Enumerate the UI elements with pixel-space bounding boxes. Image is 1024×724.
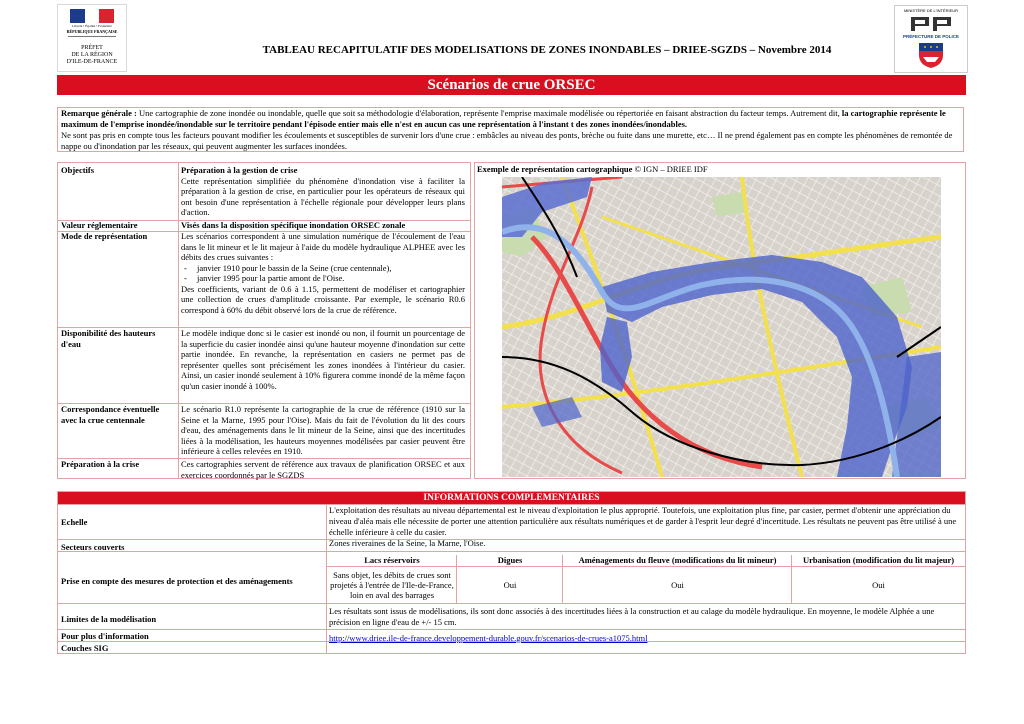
table-row: Préparation à la crise Ces cartographies servent de référence aux travaux de planification ORSEC et aux exercices coordonnés par le SGZDS (61, 459, 465, 480)
table-row: Limites de la modélisation Les résultats sont issus de modélisations, ils sont donc associés à des incertitudes liées à la construction et au calage du modèle hydraulique. En moyenne, le modèle Alphée a une précision en ligne d'eau de +/- 15 cm. (58, 603, 965, 630)
table-row: Correspondance éventuelle avec la crue centennale Le scénario R1.0 représente la cartographie de la crue de référence (1910 sur la Seine et la Marne, 1995 pour l'Oise). Mais du fait de l'évolution du lit des cours d'eau, des aménagements dans le lit mineur de la Seine, ainsi que des incertitudes liées à la modélisation, les hauteurs moyennes modélisées par casier peuvent être inférieure à celles relevées en 1910. (58, 403, 470, 459)
prefecture-police-logo (894, 5, 968, 73)
more-info-link[interactable]: http://www.driee.ile-de-france.developpement-durable.gouv.fr/scenarios-de-crues-a1075.html (329, 633, 648, 643)
description-table (57, 162, 471, 479)
table-row: Objectifs Préparation à la gestion de crise Cette représentation simplifiée du phénomène d'inondation vise à faciliter la préparation à la gestion de crise, en particulier pour les opérateurs de réseaux qui ont besoin d'une représentation à l'échelle régionale pour développer leurs plans d'action. (58, 163, 470, 221)
table-row: Mode de représentation Les scénarios correspondent à une simulation numérique de l'écoulement de l'eau dans le lit mineur et le lit majeur à l'aide du modèle hydraulique ALPHEE avec les débits des crues suivantes : - janvier 1910 pour le bassin de la Seine (crue centennale), - janvier 1995 pour la partie amont de l'Oise. Des coefficients, variant de 0.6 à 1.15, permettent de modéliser et cartographier une collection de crues d'amplitude croissante. Par exemple, le scénario R0.6 correspond à 60% du débit observé lors de la crue de référence. (58, 231, 470, 328)
table-row: Prise en compte des mesures de protection et des aménagements (58, 551, 965, 604)
additional-info-table (57, 491, 966, 654)
info-title: INFORMATIONS COMPLEMENTAIRES (58, 492, 965, 504)
prefet-label: PRÉFET DE LA RÉGION D'ILE-DE-FRANCE (66, 45, 118, 65)
table-row: Pour plus d'information http://www.driee.ile-de-france.developpement-durable.gouv.fr/scenarios-de-crues-a1075.html (58, 629, 965, 642)
prefet-logo (57, 4, 127, 72)
prefecture-label: PRÉFECTURE DE POLICE (902, 34, 959, 39)
pp-monogram-icon (909, 15, 953, 33)
page-title: Scénarios de crue ORSEC (57, 75, 966, 95)
republic-label: RÉPUBLIQUE FRANÇAISE (66, 29, 118, 34)
motto: Liberté • Égalité • Fraternité (72, 24, 112, 28)
french-flag-icon (70, 9, 114, 23)
table-row: Secteurs couverts Zones riveraines de la Seine, la Marne, l'Oise. (58, 539, 965, 556)
general-remark: Remarque générale : Une cartographie de zone inondée ou inondable, quelle que soit sa méthodologie d'élaboration, représente l'emprise maximale modélisée ou répertoriée en faisant abstraction du facteur temps. Autrement dit, la cartographie représente le maximum de l'emprise inondée/inondable sur le territoire pendant l'épisode entier mais elle n'est en aucun cas une représentation à l'instant t des zones inondées/inondables. Ne sont pas pris en compte tous les facteurs pouvant modifier les écoulements et susceptibles de survenir lors d'une crue : embâcles au niveau des ponts, brèche ou fuite dans une murette, etc… Il ne prend également pas en compte les phénomènes de remontée de nappe ou d'inondation par les réseaux, qui peuvent augmenter les surfaces inondées. (57, 107, 964, 152)
flood-map-image (502, 177, 941, 477)
table-row: Echelle L'exploitation des résultats au niveau départemental est le niveau d'exploitation le plus approprié. Toutefois, une exploitation plus fine, par casier, permet d'obtenir une appréciation du niveau d'aléa mais elle nécessite de porter une attention particulière aux résultats numériques et de garder à l'esprit leur degré d'incertitude. Les résultats ne peuvent pas être utilisé à une échelle inférieure à celle du casier. (58, 504, 965, 540)
document-title: TABLEAU RECAPITULATIF DES MODELISATIONS DE ZONES INONDABLES – DRIEE-SGZDS – Novembre 2014 (262, 44, 832, 56)
protection-measures-subtable: Lacs réservoirs Sans objet, les débits de crues sont projetés à l'entrée de l'Ile-de-France, loin en aval des barrages Digues Oui Aménagements du fleuve (modifications du lit mineur) Oui Urbanisation (modification du lit majeur) Oui (326, 555, 965, 603)
ministry-label: MINISTÈRE DE L'INTÉRIEUR (903, 8, 959, 13)
table-row: Couches SIG (58, 641, 965, 655)
map-panel (474, 162, 966, 479)
table-row: Disponibilité des hauteurs d'eau Le modèle indique donc si le casier est inondé ou non, il fournit un pourcentage de la superficie du casier inondée ainsi qu'une hauteur moyenne d'inondation sur cette partie inondée. En revanche, la représentation en casiers ne permet pas de représenter quelles sont précisément les zones inondées à l'intérieur du casier. Ainsi, un casier inondé seulement à 10% figurera comme inondé de la même façon qu'un casier inondé à 100%. (58, 327, 470, 404)
remark-label: Remarque générale : (61, 108, 137, 118)
map-caption: Exemple de représentation cartographique © IGN – DRIEE IDF (477, 164, 708, 174)
table-row: Valeur réglementaire Visés dans la disposition spécifique inondation ORSEC zonale (58, 220, 470, 232)
